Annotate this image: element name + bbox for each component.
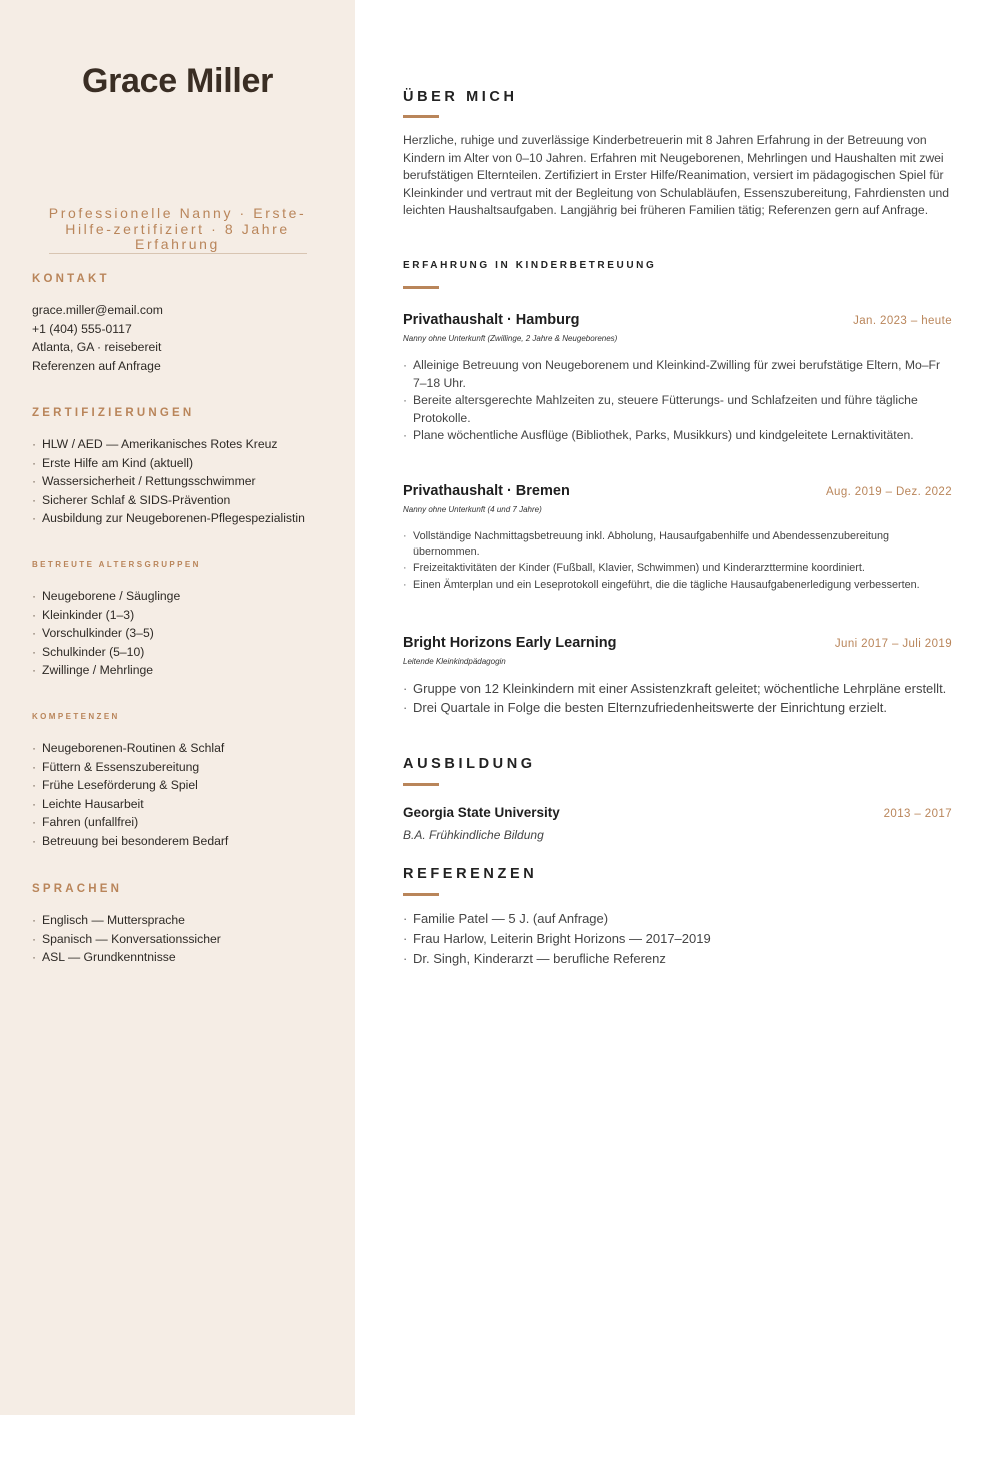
- list-item: · Zwillinge / Mehrlinge: [32, 663, 154, 678]
- job-bullets: [403, 679, 952, 717]
- list-item: · Bereite altersgerechte Mahlzeiten zu, steuere Fütterungs- und Schlafzeiten und führe tägliche Protokolle.: [403, 393, 918, 425]
- list-item: · Betreuung bei besonderem Bedarf: [32, 833, 229, 848]
- about-section: [403, 89, 952, 220]
- certifications-heading: ZERTIFIZIERUNGEN: [32, 407, 195, 419]
- section-rule: [403, 783, 439, 786]
- age-groups-section: [32, 560, 323, 680]
- list-item: · Neugeborenen-Routinen & Schlaf: [32, 741, 225, 755]
- list-item: · Vorschulkinder (3–5): [32, 626, 154, 641]
- job-entry: [403, 312, 952, 445]
- list-item: · Vollständige Nachmittagsbetreuung inkl. Abholung, Hausaufgabenhilfe und Abendessenzubereitung übernommen.: [403, 530, 890, 559]
- languages-heading: SPRACHEN: [32, 883, 123, 895]
- about-text: Herzliche, ruhige und zuverlässige Kinderbetreuerin mit 8 Jahren Erfahrung in der Betreuung von Kindern im Alter von 0–10 Jahren. Erfahren mit Neugeborenen, Mehrlingen und Haushalten mit zwei berufstätigen Elternteilen. Zertifiziert in Erster Hilfe/Reanimation, versiert im pädagogischen Spiel für Kleinkinder und vertraut mit der Begleitung von Schulabläufen, Essenszubereitung, Fahrdiensten und leichten Haushaltsaufgaben. Langjährig bei früheren Familien tätig; Referenzen gern auf Anfrage.: [403, 133, 950, 218]
- list-item: · Drei Quartale in Folge die besten Elternzufriedenheitswerte der Einrichtung erzielt.: [403, 700, 888, 716]
- experience-section: [403, 260, 952, 289]
- list-item: · Spanisch — Konversationssicher: [32, 931, 221, 946]
- main-content: [355, 0, 1000, 1415]
- contact-phone[interactable]: +1 (404) 555-0117: [32, 321, 132, 336]
- skills-list: [32, 739, 323, 851]
- list-item: · Familie Patel — 5 J. (auf Anfrage): [403, 911, 609, 926]
- list-item: · Frau Harlow, Leiterin Bright Horizons — 2017–2019: [403, 931, 711, 946]
- list-item: · Frühe Leseförderung & Spiel: [32, 778, 198, 793]
- job-date: Jan. 2023 – heute: [853, 315, 952, 327]
- certifications-list: [32, 435, 323, 528]
- list-item: · Neugeborene / Säuglinge: [32, 589, 181, 603]
- languages-section: [32, 883, 323, 967]
- job-date: Aug. 2019 – Dez. 2022: [825, 486, 952, 498]
- job-bullets: [403, 357, 952, 445]
- list-item: · Füttern & Essenszubereitung: [32, 759, 200, 774]
- age-groups-heading: BETREUTE ALTERSGRUPPEN: [32, 560, 201, 569]
- job-subtitle: Nanny ohne Unterkunft (4 und 7 Jahre): [403, 505, 542, 514]
- job-subtitle: Leitende Kleinkindpädagogin: [403, 657, 506, 666]
- list-item: · Fahren (unfallfrei): [32, 815, 139, 830]
- list-item: · Alleinige Betreuung von Neugeborenem und Kleinkind-Zwilling für zwei berufstätige Eltern, Mo–Fr 7–18 Uhr.: [403, 358, 941, 390]
- list-item: · Wassersicherheit / Rettungsschwimmer: [32, 474, 256, 489]
- contact-references-note: Referenzen auf Anfrage: [32, 358, 161, 373]
- job-subtitle: Nanny ohne Unterkunft (Zwillinge, 2 Jahre & Neugeborenes): [403, 334, 618, 343]
- school-name: Georgia State University: [403, 805, 560, 820]
- list-item: · Einen Ämterplan und ein Leseprotokoll eingeführt, die die tägliche Hausaufgabenerledigung verbesserten.: [403, 578, 920, 591]
- contact-section: [32, 273, 323, 375]
- references-section: [403, 866, 952, 969]
- list-item: · Kleinkinder (1–3): [32, 607, 135, 622]
- skills-section: [32, 712, 323, 851]
- job-entry: [403, 483, 952, 593]
- contact-heading: KONTAKT: [32, 273, 110, 285]
- list-item: · Leichte Hausarbeit: [32, 796, 144, 811]
- list-item: · Sicherer Schlaf & SIDS-Prävention: [32, 492, 231, 507]
- job-title: Privathaushalt · Hamburg: [403, 312, 580, 328]
- job-title: Privathaushalt · Bremen: [403, 483, 570, 499]
- list-item: · Ausbildung zur Neugeborenen-Pflegespezialistin: [32, 511, 305, 526]
- experience-heading: ERFAHRUNG IN KINDERBETREUUNG: [403, 260, 657, 271]
- education-section: [403, 756, 952, 842]
- education-years: 2013 – 2017: [883, 808, 952, 820]
- list-item: · Freizeitaktivitäten der Kinder (Fußball, Klavier, Schwimmen) und Kinderarzttermine koordiniert.: [403, 562, 865, 575]
- certifications-section: [32, 407, 323, 528]
- list-item: · Gruppe von 12 Kleinkindern mit einer Assistenzkraft geleitet; wöchentliche Lehrpläne erstellt.: [403, 681, 947, 696]
- list-item: · Dr. Singh, Kinderarzt — berufliche Referenz: [403, 951, 666, 966]
- section-rule: [403, 115, 439, 118]
- list-item: · ASL — Grundkenntnisse: [32, 950, 176, 965]
- tagline: Professionelle Nanny · Erste-Hilfe-zertifiziert · 8 Jahre Erfahrung: [48, 205, 307, 252]
- list-item: · Englisch — Muttersprache: [32, 913, 185, 927]
- list-item: · HLW / AED — Amerikanisches Rotes Kreuz: [32, 437, 278, 451]
- references-list: [403, 909, 952, 969]
- candidate-name: Grace Miller: [81, 62, 274, 100]
- degree: B.A. Frühkindliche Bildung: [403, 828, 544, 842]
- job-entry: [403, 635, 952, 717]
- references-heading: REFERENZEN: [403, 866, 538, 882]
- list-item: · Erste Hilfe am Kind (aktuell): [32, 455, 194, 470]
- skills-heading: KOMPETENZEN: [32, 712, 120, 721]
- languages-list: [32, 911, 323, 967]
- list-item: · Plane wöchentliche Ausflüge (Bibliothek, Parks, Musikkurs) und kindgeleitete Lernaktivitäten.: [403, 428, 914, 442]
- contact-email[interactable]: grace.miller@email.com: [32, 303, 163, 317]
- list-item: · Schulkinder (5–10): [32, 644, 145, 659]
- section-rule: [403, 286, 439, 289]
- job-title: Bright Horizons Early Learning: [403, 635, 617, 651]
- age-groups-list: [32, 587, 323, 680]
- education-heading: AUSBILDUNG: [403, 756, 536, 772]
- section-rule: [403, 893, 439, 896]
- job-bullets: [403, 528, 952, 593]
- about-heading: ÜBER MICH: [403, 89, 518, 105]
- sidebar: [0, 0, 355, 1415]
- job-date: Juni 2017 – Juli 2019: [834, 638, 952, 650]
- contact-location: Atlanta, GA · reisebereit: [32, 340, 162, 355]
